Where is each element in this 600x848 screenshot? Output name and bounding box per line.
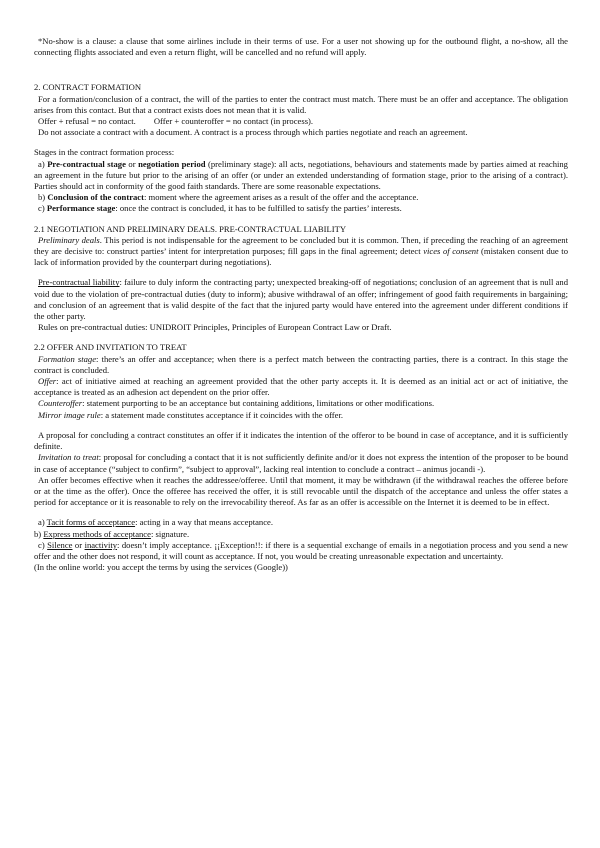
stage-a-marker: a)	[38, 158, 48, 169]
formation-stage-term: Formation stage	[38, 353, 97, 364]
offer-text: : act of initiative aimed at reaching an agreement provided that the other party accepts it. It is deemed as an initial act or act of initiative, the acceptance is treated as an adhesion act dependent on the prior offer.	[34, 376, 568, 398]
tacit-acceptance-term: Tacit forms of acceptance	[46, 517, 136, 528]
section-2-2-heading: 2.2 OFFER AND INVITATION TO TREAT	[34, 342, 187, 353]
express-acceptance-term: Express methods of acceptance	[43, 528, 151, 539]
acceptance-c-marker: c)	[38, 539, 48, 550]
acceptance-a	[34, 517, 568, 528]
counteroffer-para	[34, 398, 568, 409]
stage-a-or: or	[125, 158, 139, 169]
pre-contractual-liability-term: Pre-contractual liability	[38, 277, 120, 288]
mirror-rule-para	[34, 410, 568, 421]
formation-stage-para	[34, 354, 568, 376]
stage-b	[34, 192, 568, 203]
stage-b-term: Conclusion of the contract	[47, 192, 144, 203]
stage-c	[34, 203, 568, 214]
rules-para: Rules on pre-contractual duties: UNIDROIT Principles, Principles of European Contract Law or Draft.	[38, 322, 392, 333]
invitation-to-treat-term: Invitation to treat	[38, 452, 99, 463]
section-2-heading: 2. CONTRACT FORMATION	[34, 82, 142, 93]
stage-c-marker: c)	[38, 203, 47, 214]
stage-c-text: : once the contract is concluded, it has to be fulfilled to satisfy the parties’ interests.	[115, 203, 402, 214]
stage-c-term: Performance stage	[46, 203, 116, 214]
noshow-paragraph: *No-show is a clause: a clause that some airlines include in their terms of use. For a user not showing up for the outbound flight, a no-show, all the connecting flights associated and even a return flight, will be cancelled and no refund will apply.	[34, 36, 568, 58]
stage-b-marker: b)	[38, 192, 48, 203]
mirror-rule-term: Mirror image rule	[38, 409, 101, 420]
acceptance-b-marker: b)	[34, 528, 44, 539]
section-2-para-1: For a formation/conclusion of a contract, the will of the parties to enter the contract must match. There must be an offer and acceptance. The obligation arises from this contact. But that a contract exists does not mean that it is valid.	[34, 93, 568, 115]
preliminary-deals-text-b: (mistaken consent due to lack of information provided by the counterpart during negotiations).	[34, 246, 568, 268]
tacit-acceptance-text: : acting in a way that means acceptance.	[135, 517, 273, 528]
silence-text: : doesn’t imply acceptance. ¡¡Exception!!: if there is a sequential exchange of emails in a negotiation process and you send a new offer and the other does not respond, it will count as acceptance. If not, you would be creating unreasonable expectation and uncertainty.	[34, 539, 568, 561]
pre-contractual-liability-para	[34, 277, 568, 322]
acceptance-a-marker: a)	[38, 517, 47, 528]
acceptance-c	[34, 540, 568, 562]
offer-para	[34, 376, 568, 398]
offer-refusal-line: Offer + refusal = no contact.	[38, 116, 136, 127]
offer-effective-para: An offer becomes effective when it reaches the addressee/offeree. Until that moment, it may be withdrawn (if the withdrawal reaches the offeree before or at the time as the offer). Once the offeree has received the offer, it is still revocable until the dispatch of the acceptance and unless the offer states a period for acceptance or it is reasonable to rely on the irrevocability thereof. As far as an offer is accessible on the Internet it is deemed to be in effect.	[34, 474, 568, 508]
invitation-to-treat-text: : proposal for concluding a contact that it is not sufficiently definite and/or it does not express the intention of the proposer to be bound in case of acceptance (“subject to confirm”, “subject to approval”, lacking real intention to conclude a contract – animus jocandi -).	[34, 452, 569, 474]
mirror-rule-text: : a statement made constitutes acceptance if it coincides with the offer.	[100, 409, 343, 420]
stage-a-term-1: Pre-contractual stage	[47, 158, 126, 169]
silence-term: Silence	[47, 539, 73, 550]
offer-equations	[34, 116, 568, 127]
offer-term: Offer	[38, 376, 57, 387]
section-2-para-2: Do not associate a contract with a document. A contract is a process through which parties negotiate and reach an agreement.	[38, 127, 468, 138]
acceptance-c-or: or	[72, 539, 85, 550]
proposal-para: A proposal for concluding a contract constitutes an offer if it indicates the intention of the offeror to be bound in case of acceptance, and it is sufficiently definite.	[34, 429, 568, 452]
section-2-1-heading: 2.1 NEGOTIATION AND PRELIMINARY DEALS. PRE-CONTRACTUAL LIABILITY	[34, 223, 347, 234]
formation-stage-text: : there’s an offer and acceptance; when there is a perfect match between the contracting parties, there is a contract. In this stage the contract is concluded.	[34, 353, 568, 375]
express-acceptance-text: : signature.	[150, 528, 190, 539]
offer-counteroffer-line: Offer + counteroffer = no contact (in process).	[153, 116, 314, 127]
counteroffer-text: : statement purporting to be an acceptance but containing additions, limitations or other modifications.	[82, 398, 435, 409]
stages-intro: Stages in the contract formation process:	[34, 147, 175, 158]
counteroffer-term: Counteroffer	[38, 398, 83, 409]
pre-contractual-liability-text: : failure to duly inform the contracting party; unexpected breaking-off of negotiations; conclusion of an agreement that is null and void due to the violation of pre-contractual duties (duty to inform); abusive withdrawal of an offer; infringement of good faith requirements in bargaining; and conclusion of an agreement that is valid despite of the fact that the injured party would have entered into the agreement under different conditions if the other party.	[34, 277, 569, 322]
preliminary-deals-para	[34, 235, 568, 269]
stage-a-term-2: negotiation period	[138, 158, 206, 169]
stage-b-text: : moment where the agreement arises as a result of the offer and the acceptance.	[143, 192, 419, 203]
invitation-to-treat-para	[34, 452, 568, 474]
inactivity-term: inactivity	[84, 539, 118, 550]
online-world-note: (In the online world: you accept the terms by using the services (Google))	[34, 562, 288, 573]
preliminary-deals-term: Preliminary deals	[38, 234, 100, 245]
vices-of-consent-term: vices of consent	[423, 246, 479, 257]
stage-a	[34, 159, 568, 193]
preliminary-deals-text-a: . This period is not indispensable for the agreement to be concluded but it is common. Then, if preceding the reaching of an agreement they are decisive to: construct parties’ intent for interpretation purposes; fill gaps in the final agreement; detect	[34, 234, 568, 257]
acceptance-b	[34, 529, 568, 540]
stage-a-text: (preliminary stage): all acts, negotiations, behaviours and statements made by parties aimed at reaching an agreement in the future but prior to the arising of an offer (or under an extended understanding of formation stage, prior to the arising of a contract). Parties should act in conformity of the good faith standards. There are some reasonable expectations.	[34, 158, 568, 192]
